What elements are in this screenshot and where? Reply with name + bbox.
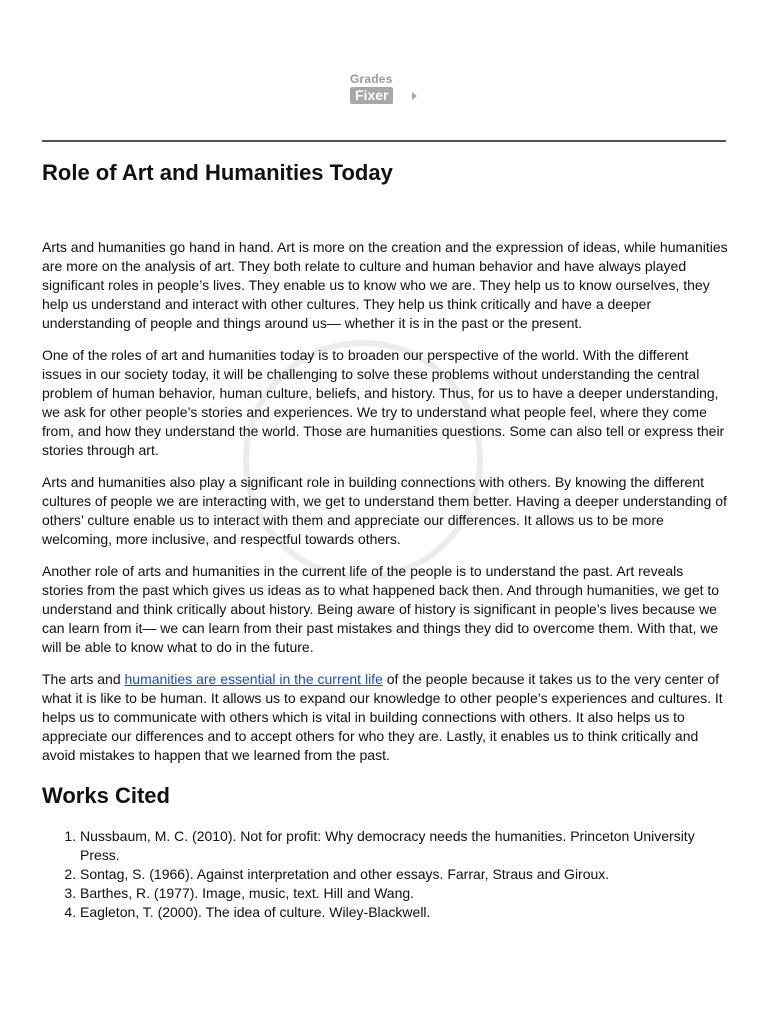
logo-text-top: Grades	[350, 72, 393, 86]
essay-link[interactable]: humanities are essential in the current life	[124, 671, 383, 687]
header-divider	[42, 140, 726, 142]
works-cited-list	[42, 827, 728, 922]
page-title: Role of Art and Humanities Today	[42, 160, 393, 185]
paragraph-5-end: of the people because it takes us to the very center of what it is like to be human. It allows us to expand our knowledge to other people’s experiences and cultures. It helps us to communicate with others which is vital in building connections with others. It also helps us to appreciate our differences and to accept others for who they are. Lastly, it enables us to think critically and avoid mistakes to happen that we learned from the past.	[42, 671, 723, 763]
logo-arrow-icon	[412, 92, 417, 100]
citation-item: 4. Eagleton, T. (2000). The idea of culture. Wiley-Blackwell.	[80, 903, 728, 922]
paragraph-4: Another role of arts and humanities in the current life of the people is to understand the past. Art reveals stories from the past which gives us ideas as to what happened back then. And through humanities, we get to understand and think critically about history. Being aware of history is significant in people’s lives because we can learn from it— we can learn from their past mistakes and things they did to overcome them. With that, we will be able to know what to do in the future.	[42, 563, 720, 655]
paragraph-2: One of the roles of art and humanities today is to broaden our perspective of the world. With the different issues in our society today, it will be challenging to solve these problems without understanding the central problem of human behavior, human culture, beliefs, and history. Thus, for us to have a deeper understanding, we ask for other people’s stories and experiences. We try to understand what people feel, where they come from, and how they understand the world. Those are humanities questions. Some can also tell or express their stories through art.	[42, 347, 725, 458]
citation-item: 2. Sontag, S. (1966). Against interpretation and other essays. Farrar, Straus and Giroux.	[80, 865, 728, 884]
paragraph-1: Arts and humanities go hand in hand. Art is more on the creation and the expression of ideas, while humanities are more on the analysis of art. They both relate to culture and human behavior and have always played significant roles in people’s lives. They enable us to know who we are. They help us to know ourselves, they help us understand and interact with other cultures. They help us think critically and have a deeper understanding of people and things around us— whether it is in the past or the present.	[42, 239, 728, 331]
paragraph-3: Arts and humanities also play a significant role in building connections with others. By knowing the different cultures of people we are interacting with, we get to understand them better. Having a deeper understanding of others’ culture enable us to interact with them and appreciate our differences. It allows us to be more welcoming, more inclusive, and respectful towards others.	[42, 474, 727, 547]
citation-item: 3. Barthes, R. (1977). Image, music, text. Hill and Wang.	[80, 884, 728, 903]
document-body	[42, 150, 728, 922]
paragraph-5	[42, 670, 728, 765]
citation-item: 1. Nussbaum, M. C. (2010). Not for profit: Why democracy needs the humanities. Princeton University Press.	[80, 827, 728, 865]
works-cited-heading: Works Cited	[42, 783, 170, 808]
gradesfixer-logo[interactable]	[350, 72, 420, 106]
paragraph-5-start: The arts and	[42, 671, 125, 687]
logo-text-bottom: Fixer	[350, 87, 393, 104]
